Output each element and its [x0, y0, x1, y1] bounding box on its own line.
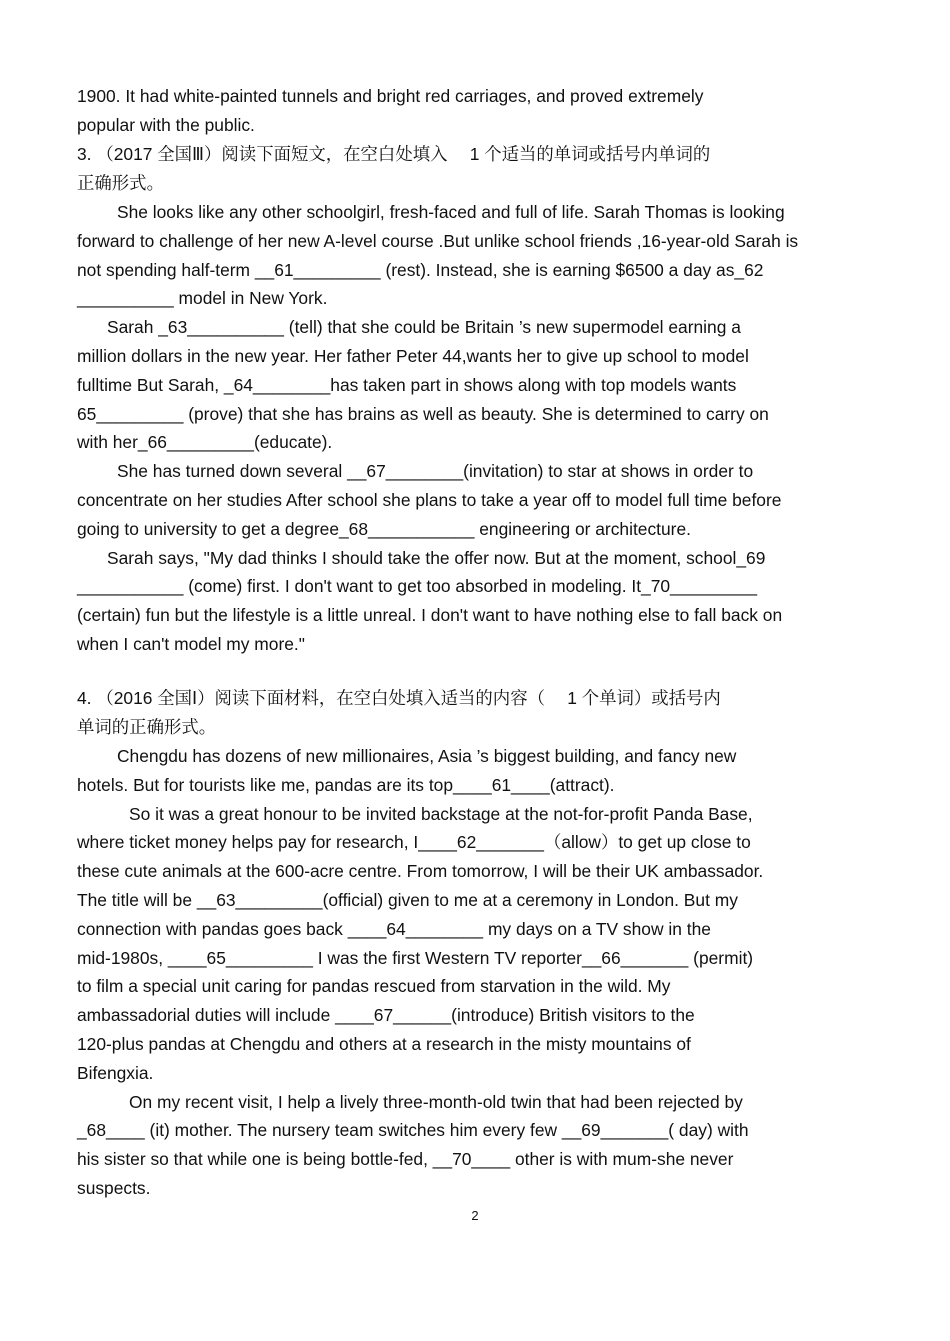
text-line: Bifengxia.	[77, 1062, 154, 1083]
text-line: not spending half-term __61_________ (rest). Instead, she is earning $6500 a day as_62	[77, 259, 764, 280]
text-line: 1900. It had white-painted tunnels and bright red carriages, and proved extremely	[77, 86, 704, 106]
top-paragraph	[77, 82, 937, 140]
text-line: connection with pandas goes back ____64________ my days on a TV show in the	[77, 918, 711, 939]
text-line: million dollars in the new year. Her father Peter 44,wants her to give up school to model	[77, 345, 749, 366]
section-4-passage	[77, 742, 937, 1203]
text-line: 120-plus pandas at Chengdu and others at a research in the misty mountains of	[77, 1033, 691, 1054]
text-line: when I can't model my more."	[77, 633, 305, 654]
text-line: On my recent visit, I help a lively three-month-old twin that had been rejected by	[129, 1091, 743, 1112]
section-3-passage	[77, 198, 937, 659]
text-line: forward to challenge of her new A-level course .But unlike school friends ,16-year-old Sarah is	[77, 230, 799, 251]
text-line: popular with the public.	[77, 114, 255, 135]
section-3-heading	[77, 140, 937, 198]
text-line: _68____ (it) mother. The nursery team switches him every few __69_______( day) with	[77, 1120, 749, 1141]
heading-line: 单词的正确形式。	[77, 716, 217, 737]
text-line: Chengdu has dozens of new millionaires, Asia ’s biggest building, and fancy new	[117, 746, 737, 766]
text-line: where ticket money helps pay for research, I____62_______（allow）to get up close to	[77, 832, 751, 853]
text-line: ambassadorial duties will include ____67______(introduce) British visitors to the	[77, 1005, 695, 1026]
text-line: these cute animals at the 600-acre centre. From tomorrow, I will be their UK ambassador.	[77, 861, 764, 882]
text-line: The title will be __63_________(official) given to me at a ceremony in London. But my	[77, 889, 738, 910]
text-line: Sarah _63__________ (tell) that she could be Britain ’s new supermodel earning a	[107, 317, 741, 338]
text-line: 65_________ (prove) that she has brains as well as beauty. She is determined to carry on	[77, 403, 769, 424]
text-line: She has turned down several __67________(invitation) to star at shows in order to	[117, 461, 754, 482]
text-line: to film a special unit caring for pandas rescued from starvation in the wild. My	[77, 976, 671, 997]
text-line: She looks like any other schoolgirl, fresh-faced and full of life. Sarah Thomas is looking	[117, 202, 785, 222]
text-line: his sister so that while one is being bottle-fed, __70____ other is with mum-she never	[77, 1149, 734, 1170]
text-line: (certain) fun but the lifestyle is a little unreal. I don't want to have nothing else to fall back on	[77, 605, 783, 626]
text-line: concentrate on her studies After school she plans to take a year off to model full time before	[77, 489, 782, 510]
text-line: Sarah says, "My dad thinks I should take the offer now. But at the moment, school_69	[107, 547, 766, 568]
text-line: ___________ (come) first. I don't want to get too absorbed in modeling. It_70_________	[77, 576, 758, 597]
heading-line: 3. （2017 全国Ⅲ）阅读下面短文，在空白处填入 1 个适当的单词或括号内单词的	[77, 144, 711, 164]
text-line: fulltime But Sarah, _64________has taken part in shows along with top models wants	[77, 374, 737, 395]
page-number: 2	[471, 1208, 479, 1223]
text-line: mid-1980s, ____65_________ I was the first Western TV reporter__66_______ (permit)	[77, 947, 754, 968]
text-line: with her_66_________(educate).	[77, 432, 333, 453]
text-line: going to university to get a degree_68___________ engineering or architecture.	[77, 518, 691, 539]
section-4-heading	[77, 684, 937, 742]
text-line: suspects.	[77, 1177, 151, 1198]
text-line: So it was a great honour to be invited backstage at the not-for-profit Panda Base,	[129, 803, 753, 824]
heading-line: 正确形式。	[77, 172, 164, 193]
text-line: hotels. But for tourists like me, pandas are its top____61____(attract).	[77, 774, 615, 795]
text-line: __________ model in New York.	[77, 288, 328, 309]
heading-line: 4. （2016 全国Ⅰ）阅读下面材料，在空白处填入适当的内容（ 1 个单词）或括号内	[77, 688, 721, 708]
